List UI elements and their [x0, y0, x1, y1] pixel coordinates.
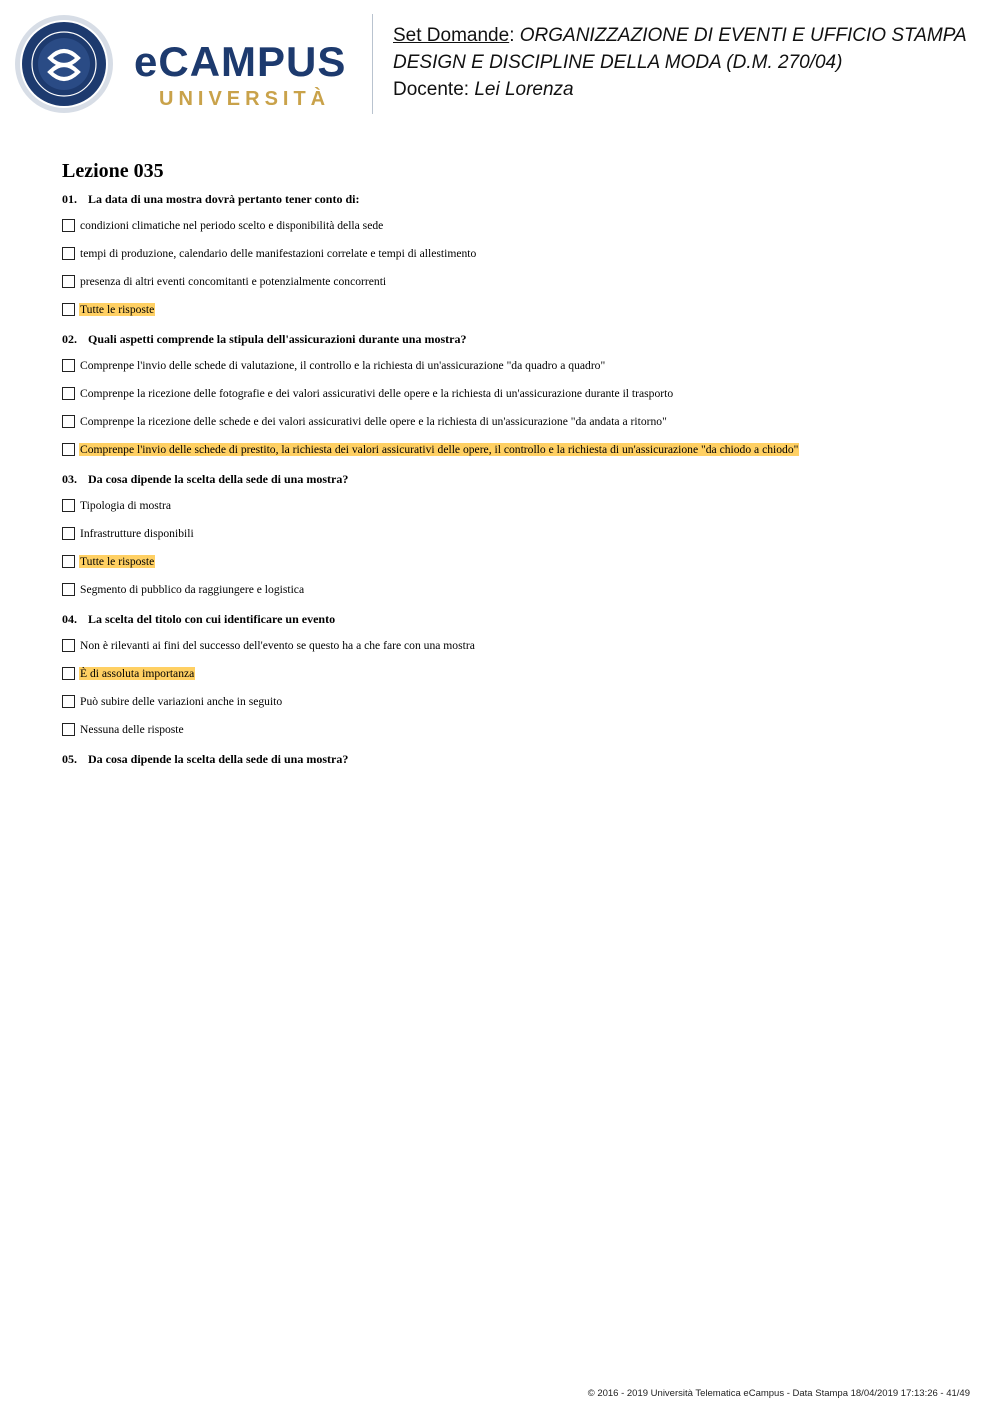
- answer-checkbox[interactable]: [62, 247, 75, 260]
- question-number: 01.: [62, 192, 77, 206]
- answer-option[interactable]: [62, 272, 962, 291]
- answer-checkbox[interactable]: [62, 667, 75, 680]
- answer-checkbox[interactable]: [62, 303, 75, 316]
- lesson-title: Lezione 035: [62, 160, 164, 182]
- question-3: [62, 472, 962, 599]
- answer-option[interactable]: [62, 216, 962, 235]
- question-label: La data di una mostra dovrà pertanto tener conto di:: [88, 192, 360, 206]
- answer-option[interactable]: [62, 664, 962, 683]
- answer-checkbox[interactable]: [62, 359, 75, 372]
- answer-text: Tipologia di mostra: [80, 499, 172, 512]
- answer-checkbox[interactable]: [62, 723, 75, 736]
- question-text: [62, 332, 962, 347]
- set-separator: :: [509, 25, 515, 46]
- answer-option[interactable]: [62, 384, 962, 403]
- answer-text-correct: È di assoluta importanza: [80, 667, 195, 680]
- answer-checkbox[interactable]: [62, 387, 75, 400]
- answer-option[interactable]: [62, 524, 962, 543]
- answer-checkbox[interactable]: [62, 695, 75, 708]
- question-number: 02.: [62, 332, 77, 346]
- answer-text: Comprenpe l'invio delle schede di valutazione, il controllo e la richiesta di un'assicurazione "da quadro a quadro": [80, 359, 606, 372]
- teacher-name: Lei Lorenza: [474, 79, 574, 100]
- question-number: 04.: [62, 612, 77, 626]
- question-text: [62, 192, 962, 207]
- question-label: Da cosa dipende la scelta della sede di una mostra?: [88, 472, 349, 486]
- answer-checkbox[interactable]: [62, 415, 75, 428]
- answer-text: presenza di altri eventi concomitanti e potenzialmente concorrenti: [80, 275, 387, 288]
- answer-option[interactable]: [62, 356, 962, 375]
- answer-text: Comprenpe la ricezione delle fotografie e dei valori assicurativi delle opere e la richiesta di un'assicurazione durante il trasporto: [80, 387, 674, 400]
- question-text: [62, 752, 962, 767]
- answer-option[interactable]: [62, 720, 962, 739]
- answer-option[interactable]: [62, 552, 962, 571]
- question-2: [62, 332, 962, 459]
- answer-checkbox[interactable]: [62, 583, 75, 596]
- answer-text-correct: Comprenpe l'invio delle schede di prestito, la richiesta dei valori assicurativi delle opere, il controllo e la richiesta di un'assicurazione "da chiodo a chiodo": [80, 443, 799, 456]
- brand-subtitle: UNIVERSITÀ: [159, 88, 331, 110]
- question-number: 03.: [62, 472, 77, 486]
- answer-option[interactable]: [62, 440, 962, 459]
- answer-option[interactable]: [62, 692, 962, 711]
- question-4: [62, 612, 962, 739]
- course-title-line2: DESIGN E DISCIPLINE DELLA MODA (D.M. 270/04): [393, 52, 843, 73]
- answer-text: condizioni climatiche nel periodo scelto e disponibilità della sede: [80, 219, 384, 232]
- answer-checkbox[interactable]: [62, 275, 75, 288]
- question-5: [62, 752, 962, 767]
- answer-text: Non è rilevanti ai fini del successo dell'evento se questo ha a che fare con una mostra: [80, 639, 475, 652]
- answer-checkbox[interactable]: [62, 443, 75, 456]
- question-label: Da cosa dipende la scelta della sede di una mostra?: [88, 752, 349, 766]
- teacher-line: [393, 76, 993, 103]
- header-divider: [372, 14, 373, 114]
- answer-text-correct: Tutte le risposte: [80, 555, 155, 568]
- answer-checkbox[interactable]: [62, 219, 75, 232]
- page-header: [0, 0, 1000, 125]
- question-label: Quali aspetti comprende la stipula dell'assicurazioni durante una mostra?: [88, 332, 467, 346]
- lesson-content: [62, 160, 962, 780]
- set-label: Set Domande: [393, 25, 510, 46]
- answer-text: Comprenpe la ricezione delle schede e dei valori assicurativi delle opere e la richiesta di un'assicurazione "da andata a ritorno": [80, 415, 667, 428]
- answer-checkbox[interactable]: [62, 499, 75, 512]
- answer-text: Nessuna delle risposte: [80, 723, 184, 736]
- answer-option[interactable]: [62, 496, 962, 515]
- answer-text: tempi di produzione, calendario delle manifestazioni correlate e tempi di allestimento: [80, 247, 477, 260]
- answer-checkbox[interactable]: [62, 555, 75, 568]
- ecampus-logo: [14, 12, 359, 117]
- course-title-line1: ORGANIZZAZIONE DI EVENTI E UFFICIO STAMPA: [519, 25, 967, 46]
- answer-text: Infrastrutture disponibili: [80, 527, 194, 540]
- answer-option[interactable]: [62, 300, 962, 319]
- question-label: La scelta del titolo con cui identificare un evento: [88, 612, 336, 626]
- answer-text-correct: Tutte le risposte: [80, 303, 155, 316]
- question-text: [62, 472, 962, 487]
- question-list: [62, 192, 962, 767]
- course-line-1: [393, 22, 993, 49]
- teacher-label: Docente:: [393, 79, 470, 100]
- answer-option[interactable]: [62, 636, 962, 655]
- question-1: [62, 192, 962, 319]
- question-text: [62, 612, 962, 627]
- question-number: 05.: [62, 752, 77, 766]
- university-seal-icon: [14, 14, 114, 114]
- header-info: [393, 22, 993, 103]
- answer-option[interactable]: [62, 412, 962, 431]
- answer-text: Segmento di pubblico da raggiungere e logistica: [80, 583, 305, 596]
- answer-option[interactable]: [62, 580, 962, 599]
- answer-text: Può subire delle variazioni anche in seguito: [80, 695, 283, 708]
- answer-checkbox[interactable]: [62, 639, 75, 652]
- answer-checkbox[interactable]: [62, 527, 75, 540]
- answer-option[interactable]: [62, 244, 962, 263]
- page-footer: © 2016 - 2019 Università Telematica eCampus - Data Stampa 18/04/2019 17:13:26 - 41/49: [587, 1388, 970, 1399]
- brand-name: eCAMPUS: [134, 38, 347, 85]
